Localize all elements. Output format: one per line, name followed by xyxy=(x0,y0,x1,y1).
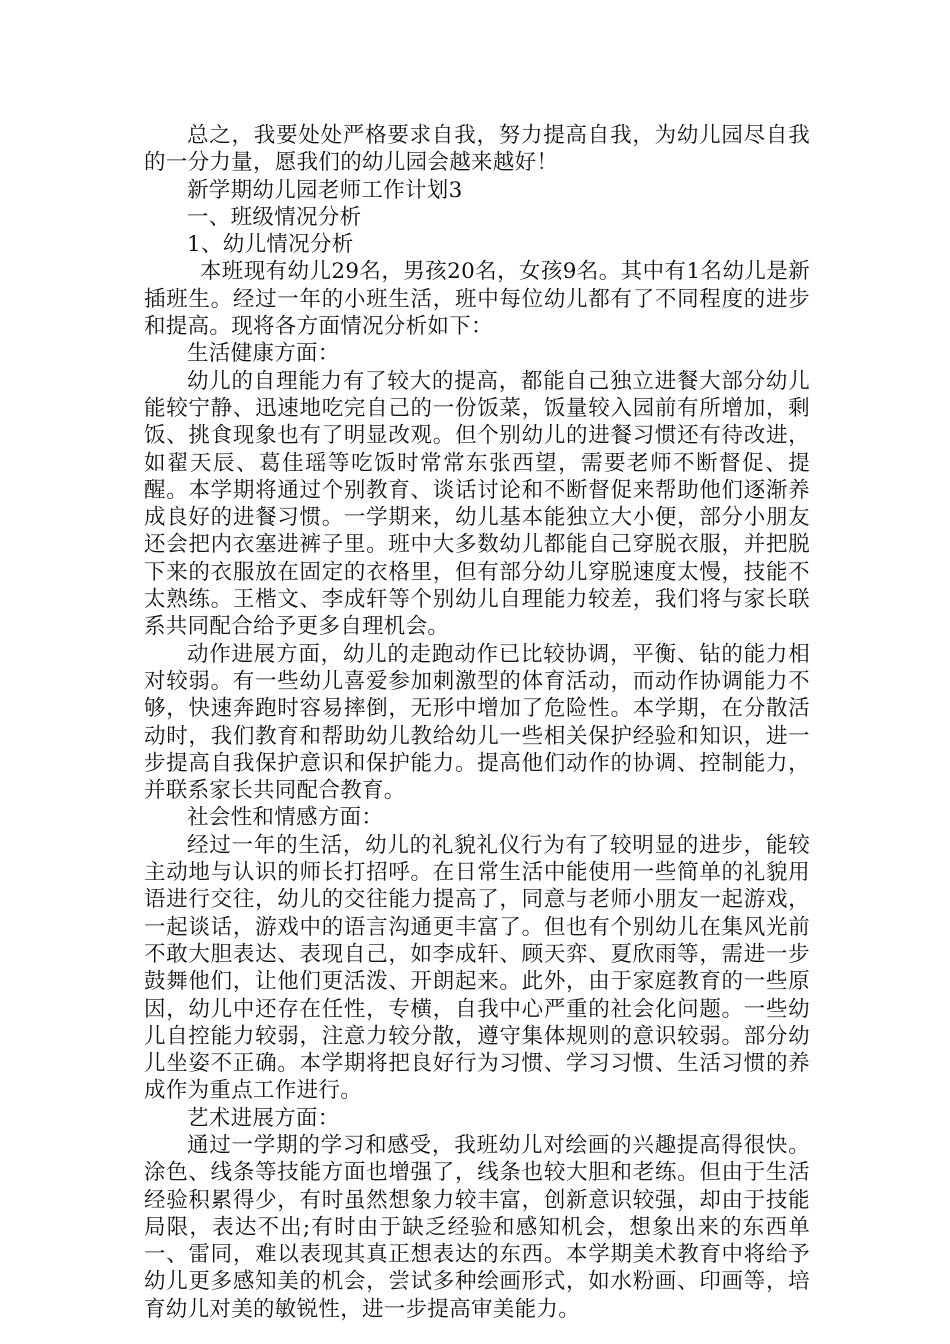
social-emotional-paragraph: 经过一年的生活，幼儿的礼貌礼仪行为有了较明显的进步，能较主动地与认识的师长打招呼。在日常生活中能使用一些简单的礼貌用语进行交往，幼儿的交往能力提高了，同意与老师小朋友一起游戏，一起谈话，游戏中的语言沟通更丰富了。但也有个别幼儿在集风光前不敢大胆表达、表现自己，如李成轩、顾天弈、夏欣雨等，需进一步鼓舞他们，让他们更活泼、开朗起来。此外，由于家庭教育的一些原因，幼儿中还存在任性，专横，自我中心严重的社会化问题。一些幼儿自控能力较弱，注意力较分散，遵守集体规则的意识较弱。部分幼儿坐姿不正确。本学期将把良好行为习惯、学习习惯、生活习惯的养成作为重点工作进行。 xyxy=(144,832,810,1104)
document-page xyxy=(144,122,810,1323)
document-title: 新学期幼儿园老师工作计划3 xyxy=(187,177,463,203)
subsection-heading-children-analysis: 1、幼儿情况分析 xyxy=(187,232,354,258)
section-heading-class-analysis: 一、班级情况分析 xyxy=(187,204,362,230)
subheading-art-development: 艺术进展方面： xyxy=(187,1105,340,1131)
motor-development-paragraph: 动作进展方面，幼儿的走跑动作已比较协调，平衡、钻的能力相对较弱。有一些幼儿喜爱参加刺激型的体育活动，而动作协调能力不够，快速奔跑时容易摔倒，无形中增加了危险性。本学期，在分散活动时，我们教育和帮助幼儿教给幼儿一些相关保护经验和知识，进一步提高自我保护意识和保护能力。提高他们动作的协调、控制能力，并联系家长共同配合教育。 xyxy=(144,641,810,804)
art-development-paragraph: 通过一学期的学习和感受，我班幼儿对绘画的兴趣提高得很快。涂色、线条等技能方面也增强了，线条也较大胆和老练。但由于生活经验积累得少，有时虽然想象力较丰富，创新意识较强，却由于技能局限，表达不出;有时由于缺乏经验和感知机会，想象出来的东西单一、雷同，难以表现其真正想表达的东西。本学期美术教育中将给予幼儿更多感知美的机会，尝试多种绘画形式，如水粉画、印画等，培育幼儿对美的敏锐性，进一步提高审美能力。 xyxy=(144,1132,810,1322)
closing-paragraph: 总之，我要处处严格要求自我，努力提高自我，为幼儿园尽自我的一分力量，愿我们的幼儿园会越来越好！ xyxy=(144,123,810,176)
subheading-social-emotional: 社会性和情感方面： xyxy=(187,805,384,831)
subheading-life-health: 生活健康方面： xyxy=(187,341,340,367)
life-health-paragraph: 幼儿的自理能力有了较大的提高，都能自己独立进餐大部分幼儿能较宁静、迅速地吃完自己的一份饭菜，饭量较入园前有所增加，剩饭、挑食现象也有了明显改观。但个别幼儿的进餐习惯还有待改进，如翟天辰、葛佳瑶等吃饭时常常东张西望，需要老师不断督促、提醒。本学期将通过个别教育、谈话讨论和不断督促来帮助他们逐渐养成良好的进餐习惯。一学期来，幼儿基本能独立大小便，部分小朋友还会把内衣塞进裤子里。班中大多数幼儿都能自己穿脱衣服，并把脱下来的衣服放在固定的衣格里，但有部分幼儿穿脱速度太慢，技能不太熟练。王楷文、李成轩等个别幼儿自理能力较差，我们将与家长联系共同配合给予更多自理机会。 xyxy=(144,368,810,640)
class-overview-paragraph: 本班现有幼儿29名，男孩20名，女孩9名。其中有1名幼儿是新插班生。经过一年的小班生活，班中每位幼儿都有了不同程度的进步和提高。现将各方面情况分析如下： xyxy=(144,259,810,340)
